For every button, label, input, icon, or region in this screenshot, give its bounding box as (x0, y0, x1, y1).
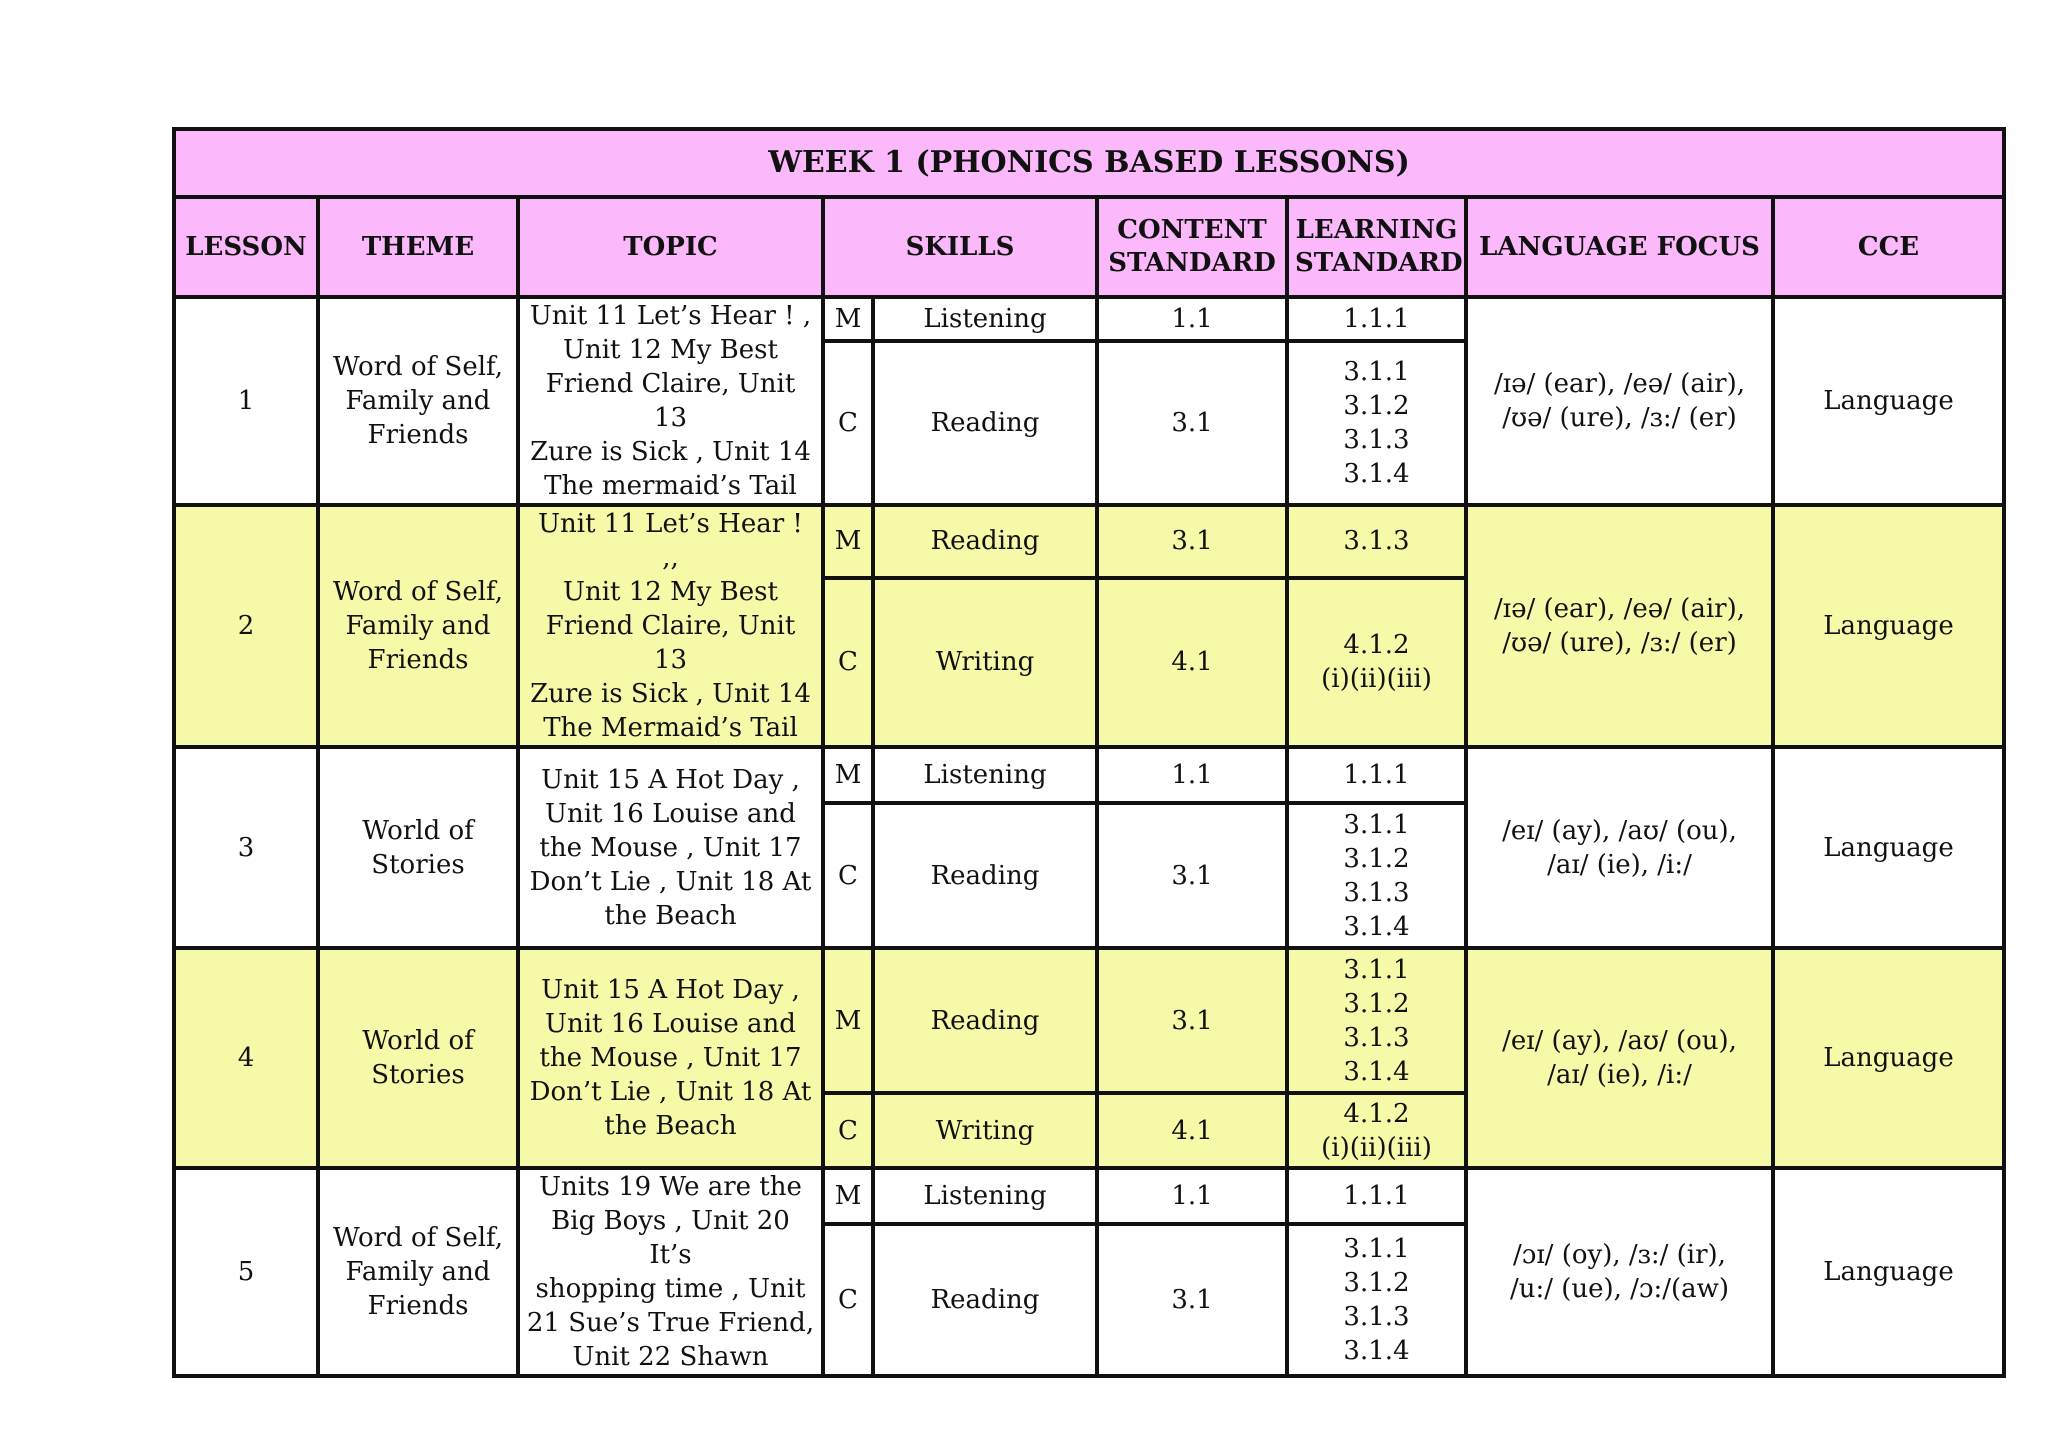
skill-type: C (823, 578, 873, 747)
table-row (174, 948, 2004, 1093)
learning-standard: 3.1.3 (1287, 505, 1466, 578)
header-row (174, 197, 2004, 297)
content-standard: 3.1 (1097, 803, 1287, 948)
learning-standard: 3.1.1 3.1.2 3.1.3 3.1.4 (1287, 948, 1466, 1093)
header-content-standard: CONTENT STANDARD (1097, 197, 1287, 297)
lesson-topic: Units 19 We are the Big Boys , Unit 20 It’s shopping time , Unit 21 Sue’s True Friend, Unit 22 Shawn (518, 1168, 823, 1376)
table-title: WEEK 1 (PHONICS BASED LESSONS) (174, 129, 2004, 197)
lesson-cce: Language (1773, 505, 2004, 747)
lesson-number: 1 (174, 297, 318, 505)
lesson-theme: Word of Self, Family and Friends (318, 297, 518, 505)
skill-type: C (823, 803, 873, 948)
header-lesson: LESSON (174, 197, 318, 297)
learning-standard: 3.1.1 3.1.2 3.1.3 3.1.4 (1287, 341, 1466, 505)
content-standard: 3.1 (1097, 1224, 1287, 1376)
content-standard: 3.1 (1097, 948, 1287, 1093)
learning-standard: 3.1.1 3.1.2 3.1.3 3.1.4 (1287, 803, 1466, 948)
skill-name: Writing (873, 578, 1097, 747)
content-standard: 4.1 (1097, 578, 1287, 747)
learning-standard: 1.1.1 (1287, 1168, 1466, 1224)
learning-standard: 4.1.2 (i)(ii)(iii) (1287, 1093, 1466, 1168)
learning-standard: 3.1.1 3.1.2 3.1.3 3.1.4 (1287, 1224, 1466, 1376)
skill-type: M (823, 948, 873, 1093)
language-focus: /ɪə/ (ear), /eə/ (air), /ʊə/ (ure), /ɜ:/ (er) (1466, 505, 1773, 747)
language-focus: /ɔɪ/ (oy), /ɜ:/ (ir), /u:/ (ue), /ɔ:/(aw) (1466, 1168, 1773, 1376)
lesson-number: 3 (174, 747, 318, 948)
lesson-number: 5 (174, 1168, 318, 1376)
skill-type: C (823, 341, 873, 505)
skill-type: M (823, 505, 873, 578)
learning-standard: 4.1.2 (i)(ii)(iii) (1287, 578, 1466, 747)
table-row (174, 297, 2004, 341)
learning-standard: 1.1.1 (1287, 297, 1466, 341)
skill-name: Listening (873, 297, 1097, 341)
header-theme: THEME (318, 197, 518, 297)
header-cce: CCE (1773, 197, 2004, 297)
lesson-theme: Word of Self, Family and Friends (318, 1168, 518, 1376)
lesson-topic: Unit 15 A Hot Day , Unit 16 Louise and the Mouse , Unit 17 Don’t Lie , Unit 18 At the Beach (518, 747, 823, 948)
content-standard: 1.1 (1097, 747, 1287, 803)
lesson-number: 2 (174, 505, 318, 747)
skill-name: Listening (873, 1168, 1097, 1224)
lesson-topic: Unit 11 Let’s Hear ! , Unit 12 My Best Friend Claire, Unit 13 Zure is Sick , Unit 14 The mermaid’s Tail (518, 297, 823, 505)
learning-standard: 1.1.1 (1287, 747, 1466, 803)
header-learning-standard: LEARNING STANDARD (1287, 197, 1466, 297)
skill-name: Reading (873, 1224, 1097, 1376)
lesson-cce: Language (1773, 297, 2004, 505)
table-row (174, 505, 2004, 578)
lesson-topic: Unit 15 A Hot Day , Unit 16 Louise and the Mouse , Unit 17 Don’t Lie , Unit 18 At the Beach (518, 948, 823, 1168)
language-focus: /eɪ/ (ay), /aʊ/ (ou), /aɪ/ (ie), /i:/ (1466, 948, 1773, 1168)
skill-name: Reading (873, 505, 1097, 578)
lesson-cce: Language (1773, 747, 2004, 948)
skill-type: C (823, 1093, 873, 1168)
skill-type: M (823, 297, 873, 341)
skill-type: C (823, 1224, 873, 1376)
table-row (174, 747, 2004, 803)
skill-name: Reading (873, 803, 1097, 948)
lesson-plan-table (172, 127, 2006, 1378)
skill-name: Listening (873, 747, 1097, 803)
content-standard: 3.1 (1097, 505, 1287, 578)
skill-name: Writing (873, 1093, 1097, 1168)
language-focus: /eɪ/ (ay), /aʊ/ (ou), /aɪ/ (ie), /i:/ (1466, 747, 1773, 948)
header-topic: TOPIC (518, 197, 823, 297)
skill-name: Reading (873, 948, 1097, 1093)
lesson-cce: Language (1773, 1168, 2004, 1376)
language-focus: /ɪə/ (ear), /eə/ (air), /ʊə/ (ure), /ɜ:/ (er) (1466, 297, 1773, 505)
table-row (174, 1168, 2004, 1224)
lesson-theme: World of Stories (318, 948, 518, 1168)
content-standard: 1.1 (1097, 297, 1287, 341)
skill-name: Reading (873, 341, 1097, 505)
lesson-theme: Word of Self, Family and Friends (318, 505, 518, 747)
content-standard: 1.1 (1097, 1168, 1287, 1224)
lesson-number: 4 (174, 948, 318, 1168)
content-standard: 3.1 (1097, 341, 1287, 505)
header-skills: SKILLS (823, 197, 1097, 297)
skill-type: M (823, 747, 873, 803)
header-language-focus: LANGUAGE FOCUS (1466, 197, 1773, 297)
lesson-cce: Language (1773, 948, 2004, 1168)
lesson-theme: World of Stories (318, 747, 518, 948)
skill-type: M (823, 1168, 873, 1224)
content-standard: 4.1 (1097, 1093, 1287, 1168)
title-row (174, 129, 2004, 197)
lesson-topic: Unit 11 Let’s Hear ! ,, Unit 12 My Best Friend Claire, Unit 13 Zure is Sick , Unit 14 The Mermaid’s Tail (518, 505, 823, 747)
